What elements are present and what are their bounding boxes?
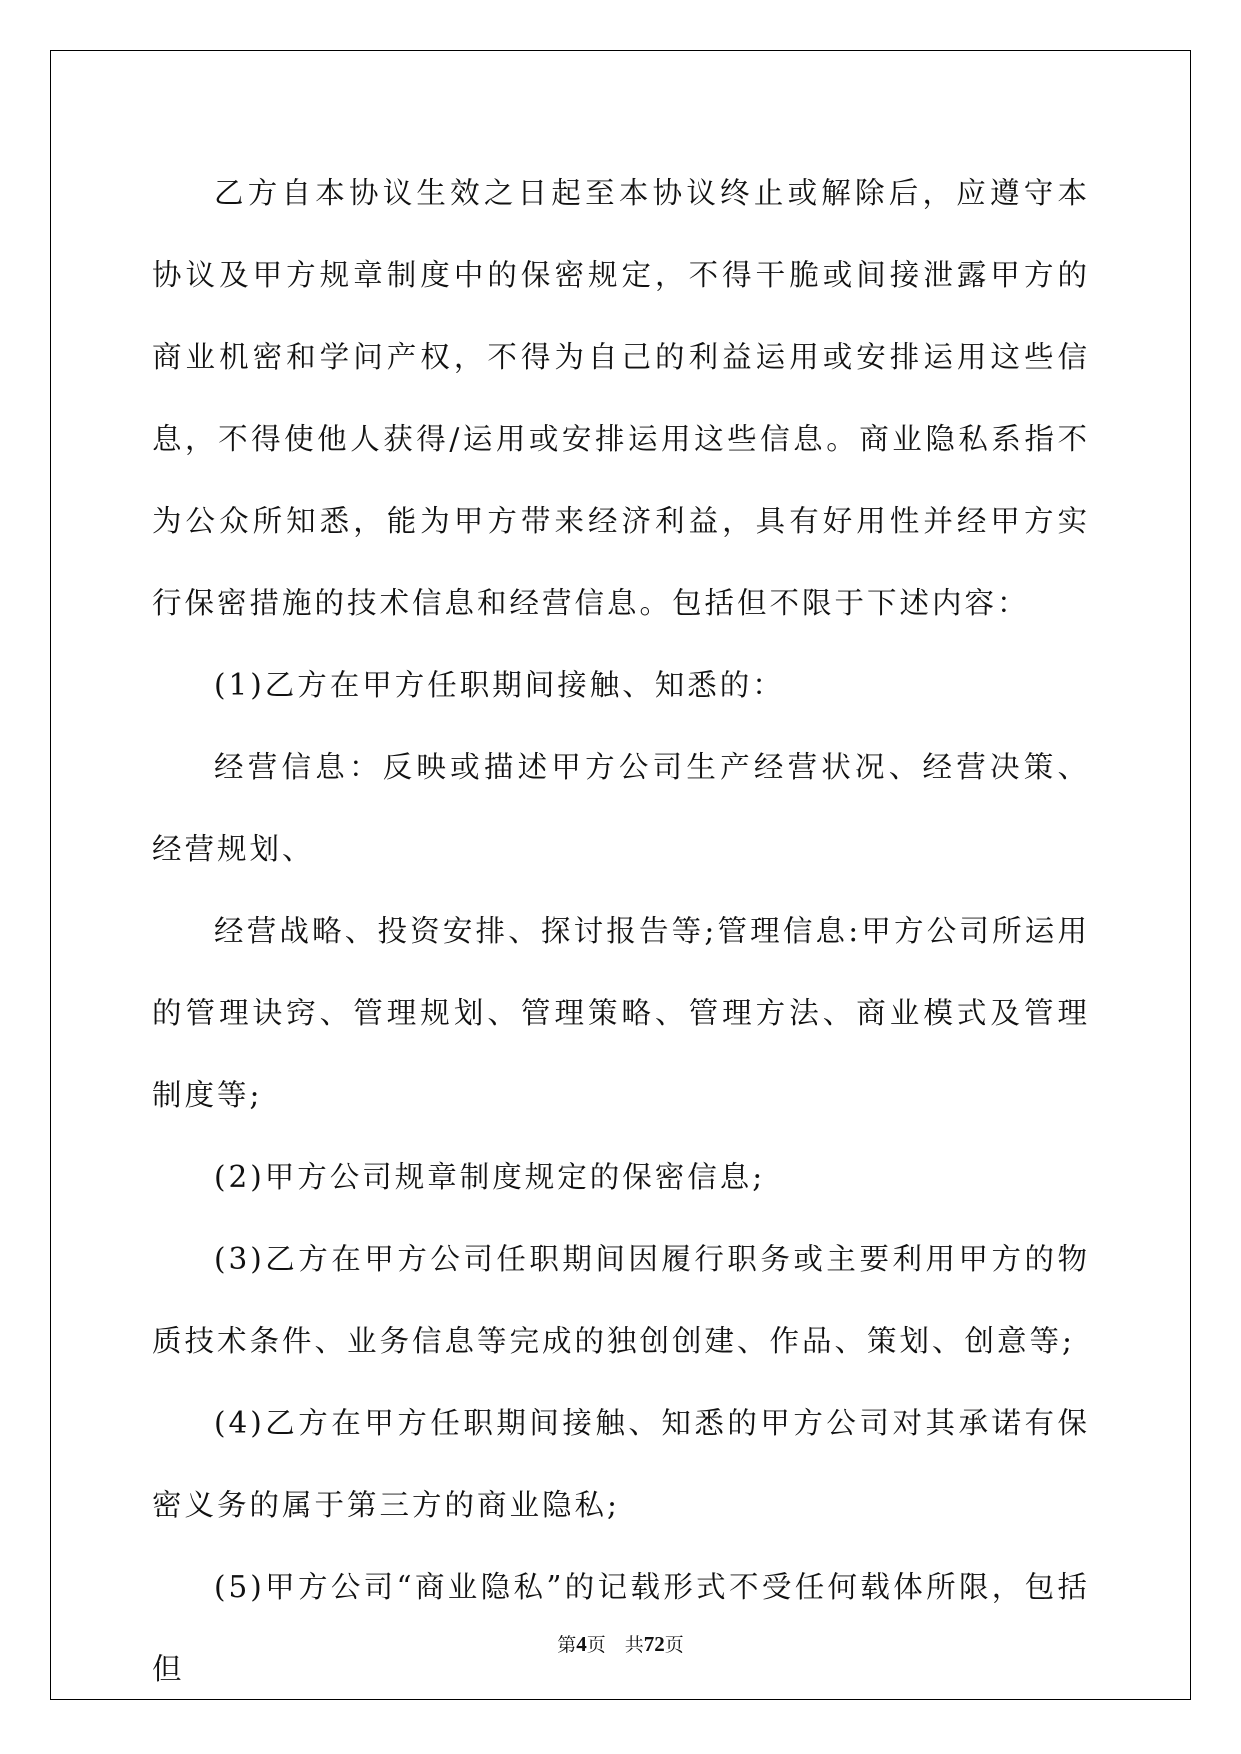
- paragraph-8: (5)甲方公司“商业隐私”的记载形式不受任何载体所限，包括但: [152, 1570, 1090, 1686]
- total-page-count: 72: [643, 1632, 665, 1656]
- document-body: [152, 152, 1090, 1710]
- footer-suffix: 页: [664, 1634, 684, 1656]
- footer-prefix: 第: [557, 1634, 577, 1656]
- paragraph-6: (3)乙方在甲方公司任职期间因履行职务或主要利用甲方的物质技术条件、业务信息等完成的独创创建、作品、策划、创意等;: [152, 1242, 1090, 1358]
- paragraph-5: (2)甲方公司规章制度规定的保密信息;: [214, 1160, 766, 1194]
- paragraph-7: (4)乙方在甲方任职期间接触、知悉的甲方公司对其承诺有保密义务的属于第三方的商业隐私;: [152, 1406, 1090, 1522]
- paragraph-2: (1)乙方在甲方任职期间接触、知悉的：: [214, 668, 785, 702]
- paragraph-3: 经营信息：反映或描述甲方公司生产经营状况、经营决策、经营规划、: [152, 750, 1090, 866]
- paragraph-1: 乙方自本协议生效之日起至本协议终止或解除后，应遵守本协议及甲方规章制度中的保密规定，不得干脆或间接泄露甲方的商业机密和学问产权，不得为自己的利益运用或安排运用这些信息，不得使他人获得/运用或安排运用这些信息。商业隐私系指不为公众所知悉，能为甲方带来经济利益，具有好用性并经甲方实行保密措施的技术信息和经营信息。包括但不限于下述内容：: [152, 176, 1090, 620]
- paragraph-4: 经营战略、投资安排、探讨报告等;管理信息:甲方公司所运用的管理诀窍、管理规划、管理策略、管理方法、商业模式及管理制度等;: [152, 914, 1090, 1112]
- current-page-number: 4: [576, 1632, 587, 1656]
- page-footer: [0, 1630, 1241, 1657]
- footer-mid: 页 共: [586, 1634, 644, 1656]
